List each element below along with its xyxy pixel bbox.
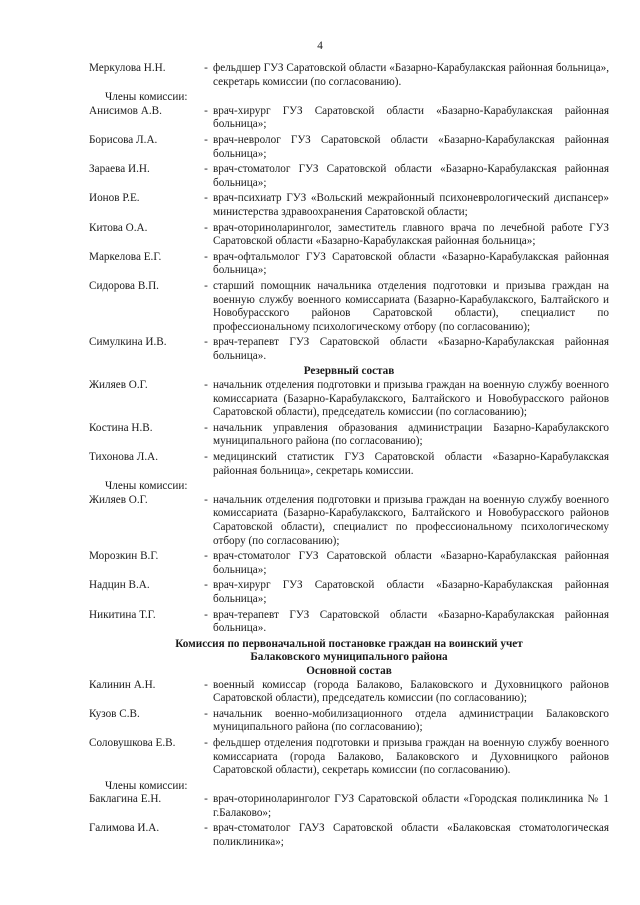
person-name: Тихонова Л.А. <box>89 451 159 464</box>
person-role: врач-психиатр ГУЗ «Вольский межрайонный психоневрологический диспансер» министерства здравоохранения Саратовской области; <box>213 192 609 218</box>
entry <box>89 62 609 89</box>
dash: - <box>204 451 208 464</box>
dash: - <box>204 336 208 349</box>
entry <box>89 222 609 249</box>
entry <box>89 134 609 161</box>
commission-heading-district: Балаковского муниципального района <box>250 651 448 664</box>
dash: - <box>204 104 208 117</box>
person-name: Костина Н.В. <box>89 421 153 434</box>
entry <box>89 163 609 190</box>
entry <box>89 679 609 706</box>
dash: - <box>204 579 208 592</box>
entry <box>89 451 609 478</box>
person-role: врач-стоматолог ГАУЗ Саратовской области «Балаковская стоматологическая поликлиника»; <box>213 822 609 849</box>
commission-heading: Комиссия по первоначальной постановке граждан на воинский учет <box>175 637 523 650</box>
person-role: фельдшер ГУЗ Саратовской области «Базарно-Карабулакская районная больница», секретарь комиссии (по согласованию). <box>213 62 609 88</box>
entry <box>89 280 609 334</box>
person-name: Никитина Т.Г. <box>89 608 156 621</box>
main-composition-heading: Основной состав <box>306 664 392 677</box>
person-role: врач-хирург ГУЗ Саратовской области «Базарно-Карабулакская районная больница»; <box>213 104 609 131</box>
entry <box>89 379 609 420</box>
dash: - <box>204 62 208 74</box>
document-body <box>89 62 609 852</box>
person-name: Соловушкова Е.В. <box>89 736 176 749</box>
person-name: Борисова Л.А. <box>89 133 158 146</box>
person-name: Надцин В.А. <box>89 579 150 592</box>
entry <box>89 737 609 778</box>
dash: - <box>204 736 208 749</box>
person-name: Калинин А.Н. <box>89 678 156 691</box>
person-role: врач-стоматолог ГУЗ Саратовской области «Базарно-Карабулакская районная больница»; <box>213 550 609 576</box>
dash: - <box>204 608 208 621</box>
person-role: врач-терапевт ГУЗ Саратовской области «Базарно-Карабулакская районная больница». <box>213 608 609 635</box>
entry <box>89 422 609 449</box>
entry <box>89 105 609 132</box>
person-role: медицинский статистик ГУЗ Саратовской области «Базарно-Карабулакская районная больница», секретарь комиссии. <box>213 451 609 477</box>
person-role: фельдшер отделения подготовки и призыва граждан на военную службу военного комиссариата (города Балаково, Балаковского и Духовницкого районов Саратовской области), секретарь комиссии (по согласованию). <box>213 736 609 777</box>
entry <box>89 708 609 735</box>
person-role: врач-невролог ГУЗ Саратовской области «Базарно-Карабулакская районная больница»; <box>213 133 609 160</box>
dash: - <box>204 493 208 506</box>
person-name: Ионов Р.Е. <box>89 192 140 205</box>
members-label: Члены комиссии: <box>105 91 188 104</box>
person-name: Меркулова Н.Н. <box>89 62 166 74</box>
person-name: Кузов С.В. <box>89 707 140 720</box>
entry <box>89 822 609 849</box>
person-role: врач-стоматолог ГУЗ Саратовской области «Базарно-Карабулакская районная больница»; <box>213 163 609 189</box>
dash: - <box>204 163 208 176</box>
person-name: Маркелова Е.Г. <box>89 250 162 263</box>
entry <box>89 609 609 636</box>
person-role: военный комиссар (города Балаково, Балаковского и Духовницкого районов Саратовской области), председатель комиссии (по согласованию); <box>213 678 609 705</box>
dash: - <box>204 250 208 263</box>
members-label: Члены комиссии: <box>105 480 188 493</box>
dash: - <box>204 550 208 563</box>
entry <box>89 192 609 219</box>
dash: - <box>204 221 208 234</box>
entry <box>89 579 609 606</box>
members-label: Члены комиссии: <box>105 779 188 792</box>
person-role: врач-терапевт ГУЗ Саратовской области «Базарно-Карабулакская районная больница». <box>213 336 609 362</box>
person-role: врач-оториноларинголог, заместитель главного врача по лечебной работе ГУЗ Саратовской области «Базарно-Карабулакская районная больница»; <box>213 221 609 248</box>
person-name: Зараева И.Н. <box>89 163 150 176</box>
dash: - <box>204 279 208 292</box>
person-name: Галимова И.А. <box>89 822 160 835</box>
person-name: Анисимов А.В. <box>89 104 162 117</box>
person-name: Симулкина И.В. <box>89 336 167 349</box>
entry <box>89 251 609 278</box>
person-role: старший помощник начальника отделения подготовки и призыва граждан на военную службу военного комиссариата (Базарно-Карабулакского, Балтайского и Новобурасского районов Саратовской области), специалист по профессиональному психологическому отбору (по согласованию); <box>213 279 609 333</box>
entry <box>89 494 609 548</box>
person-name: Жиляев О.Г. <box>89 493 148 506</box>
dash: - <box>204 793 208 806</box>
dash: - <box>204 678 208 691</box>
dash: - <box>204 421 208 434</box>
reserve-heading: Резервный состав <box>303 365 395 378</box>
person-role: начальник управления образования администрации Базарно-Карабулакского муниципального района (по согласованию); <box>213 421 609 448</box>
entry <box>89 336 609 363</box>
dash: - <box>204 822 208 835</box>
person-name: Китова О.А. <box>89 221 148 234</box>
person-role: начальник отделения подготовки и призыва граждан на военную службу военного комиссариата (Базарно-Карабулакского, Балтайского и Новобурасского районов Саратовской области), председатель комиссии (по согласованию); <box>213 379 609 419</box>
dash: - <box>204 379 208 392</box>
person-name: Морозкин В.Г. <box>89 550 159 563</box>
person-role: начальник отделения подготовки и призыва граждан на военную службу военного комиссариата (Базарно-Карабулакского, Балтайского и Новобурасского районов Саратовской области), специалист по профессиональному психологическому отбору (по согласованию); <box>213 493 609 547</box>
person-role: начальник военно-мобилизационного отдела администрации Балаковского муниципального района (по согласованию); <box>213 707 609 734</box>
person-role: врач-оториноларинголог ГУЗ Саратовской области «Городская поликлиника № 1 г.Балаково»; <box>213 793 609 819</box>
dash: - <box>204 133 208 146</box>
page-number: 4 <box>317 40 323 52</box>
entry <box>89 793 609 820</box>
person-name: Жиляев О.Г. <box>89 379 148 392</box>
person-name: Сидорова В.П. <box>89 279 159 292</box>
person-name: Баклагина Е.Н. <box>89 793 162 806</box>
person-role: врач-хирург ГУЗ Саратовской области «Базарно-Карабулакская районная больница»; <box>213 579 609 605</box>
dash: - <box>204 192 208 205</box>
entry <box>89 550 609 577</box>
dash: - <box>204 707 208 720</box>
person-role: врач-офтальмолог ГУЗ Саратовской области «Базарно-Карабулакская районная больница»; <box>213 250 609 277</box>
